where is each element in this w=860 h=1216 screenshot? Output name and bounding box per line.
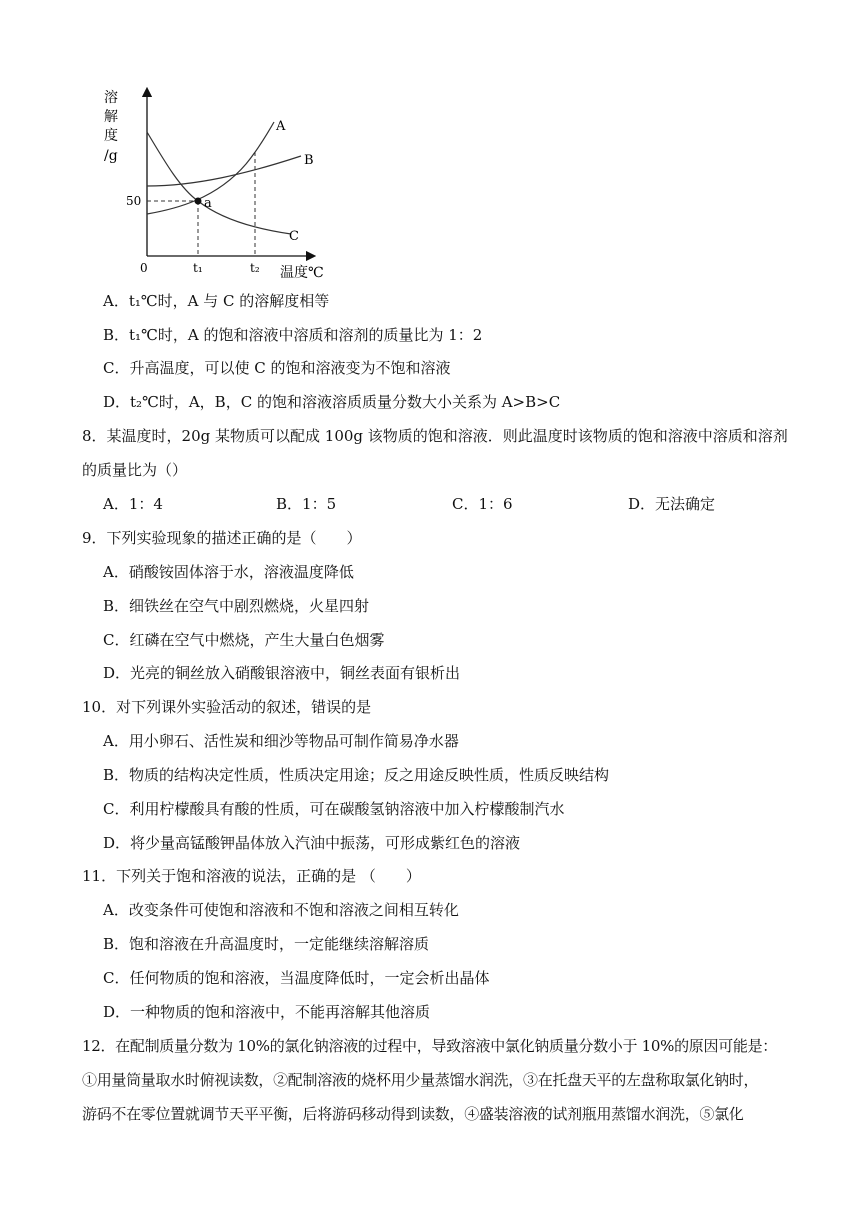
q8-stem-line1: 8．某温度时，20g 某物质可以配成 100g 该物质的饱和溶液．则此温度时该物质的饱和溶液中溶质和溶剂 xyxy=(82,427,788,445)
q8-option-a: A．1：4 xyxy=(103,495,163,513)
q10-option-d: D．将少量高锰酸钾晶体放入汽油中振荡，可形成紫红色的溶液 xyxy=(103,834,521,852)
curve-label-c: C xyxy=(289,229,299,244)
q11-stem: 11．下列关于饱和溶液的说法，正确的是 （ ） xyxy=(82,867,421,885)
xlabel: 温度℃ xyxy=(280,265,324,281)
ylabel-2: 解 xyxy=(104,109,118,125)
q11-option-c: C．任何物质的饱和溶液，当温度降低时，一定会析出晶体 xyxy=(103,969,490,987)
q8-option-d: D．无法确定 xyxy=(628,495,716,513)
curve-c xyxy=(147,132,291,234)
q12-line2: ①用量筒量取水时俯视读数，②配制溶液的烧杯用少量蒸馏水润洗，③在托盘天平的左盘称取氯化钠时， xyxy=(82,1071,759,1089)
q11-option-d: D．一种物质的饱和溶液中，不能再溶解其他溶质 xyxy=(103,1003,431,1021)
q11-option-a: A．改变条件可使饱和溶液和不饱和溶液之间相互转化 xyxy=(103,901,459,919)
q7-option-a: A．t₁℃时，A 与 C 的溶解度相等 xyxy=(103,292,330,310)
q11-option-b: B．饱和溶液在升高温度时，一定能继续溶解溶质 xyxy=(103,935,430,953)
q9-stem: 9．下列实验现象的描述正确的是（ ） xyxy=(82,529,362,547)
q7-option-d: D．t₂℃时，A，B，C 的饱和溶液溶质质量分数大小关系为 A>B>C xyxy=(103,393,561,411)
q10-option-b: B．物质的结构决定性质，性质决定用途；反之用途反映性质，性质反映结构 xyxy=(103,766,610,784)
curve-label-b: B xyxy=(304,153,314,168)
point-label-a: a xyxy=(204,196,212,211)
q8-option-b: B．1：5 xyxy=(276,495,337,513)
q10-option-a: A．用小卵石、活性炭和细沙等物品可制作简易净水器 xyxy=(103,732,459,750)
x-tick-t1: t₁ xyxy=(193,261,203,275)
q12-line3: 游码不在零位置就调节天平平衡，后将游码移动得到读数，④盛装溶液的试剂瓶用蒸馏水润洗，⑤氯化 xyxy=(82,1105,744,1123)
y-tick-50: 50 xyxy=(126,194,142,208)
ylabel-4: /g xyxy=(104,148,118,164)
q7-option-c: C．升高温度，可以使 C 的饱和溶液变为不饱和溶液 xyxy=(103,359,451,377)
q10-option-c: C．利用柠檬酸具有酸的性质，可在碳酸氢钠溶液中加入柠檬酸制汽水 xyxy=(103,800,565,818)
q8-stem-line2: 的质量比为（） xyxy=(82,461,188,479)
ylabel-1: 溶 xyxy=(104,90,118,106)
point-a xyxy=(195,198,202,205)
curve-b xyxy=(147,156,301,186)
x-tick-t2: t₂ xyxy=(250,261,260,275)
q10-stem: 10．对下列课外实验活动的叙述，错误的是 xyxy=(82,698,372,716)
q7-option-b: B．t₁℃时，A 的饱和溶液中溶质和溶剂的质量比为 1：2 xyxy=(103,326,483,344)
q9-option-a: A．硝酸铵固体溶于水，溶液温度降低 xyxy=(103,563,354,581)
origin-label: 0 xyxy=(140,261,148,275)
q9-option-c: C．红磷在空气中燃烧，产生大量白色烟雾 xyxy=(103,631,385,649)
q9-option-d: D．光亮的铜丝放入硝酸银溶液中，铜丝表面有银析出 xyxy=(103,664,461,682)
solubility-graph xyxy=(96,84,346,284)
q12-line1: 12．在配制质量分数为 10%的氯化钠溶液的过程中，导致溶液中氯化钠质量分数小于 10%的原因可能是： xyxy=(82,1037,778,1055)
q9-option-b: B．细铁丝在空气中剧烈燃烧，火星四射 xyxy=(103,597,370,615)
curve-label-a: A xyxy=(276,119,286,134)
q8-option-c: C．1：6 xyxy=(452,495,513,513)
ylabel-3: 度 xyxy=(104,128,118,144)
solubility-chart xyxy=(96,84,346,284)
